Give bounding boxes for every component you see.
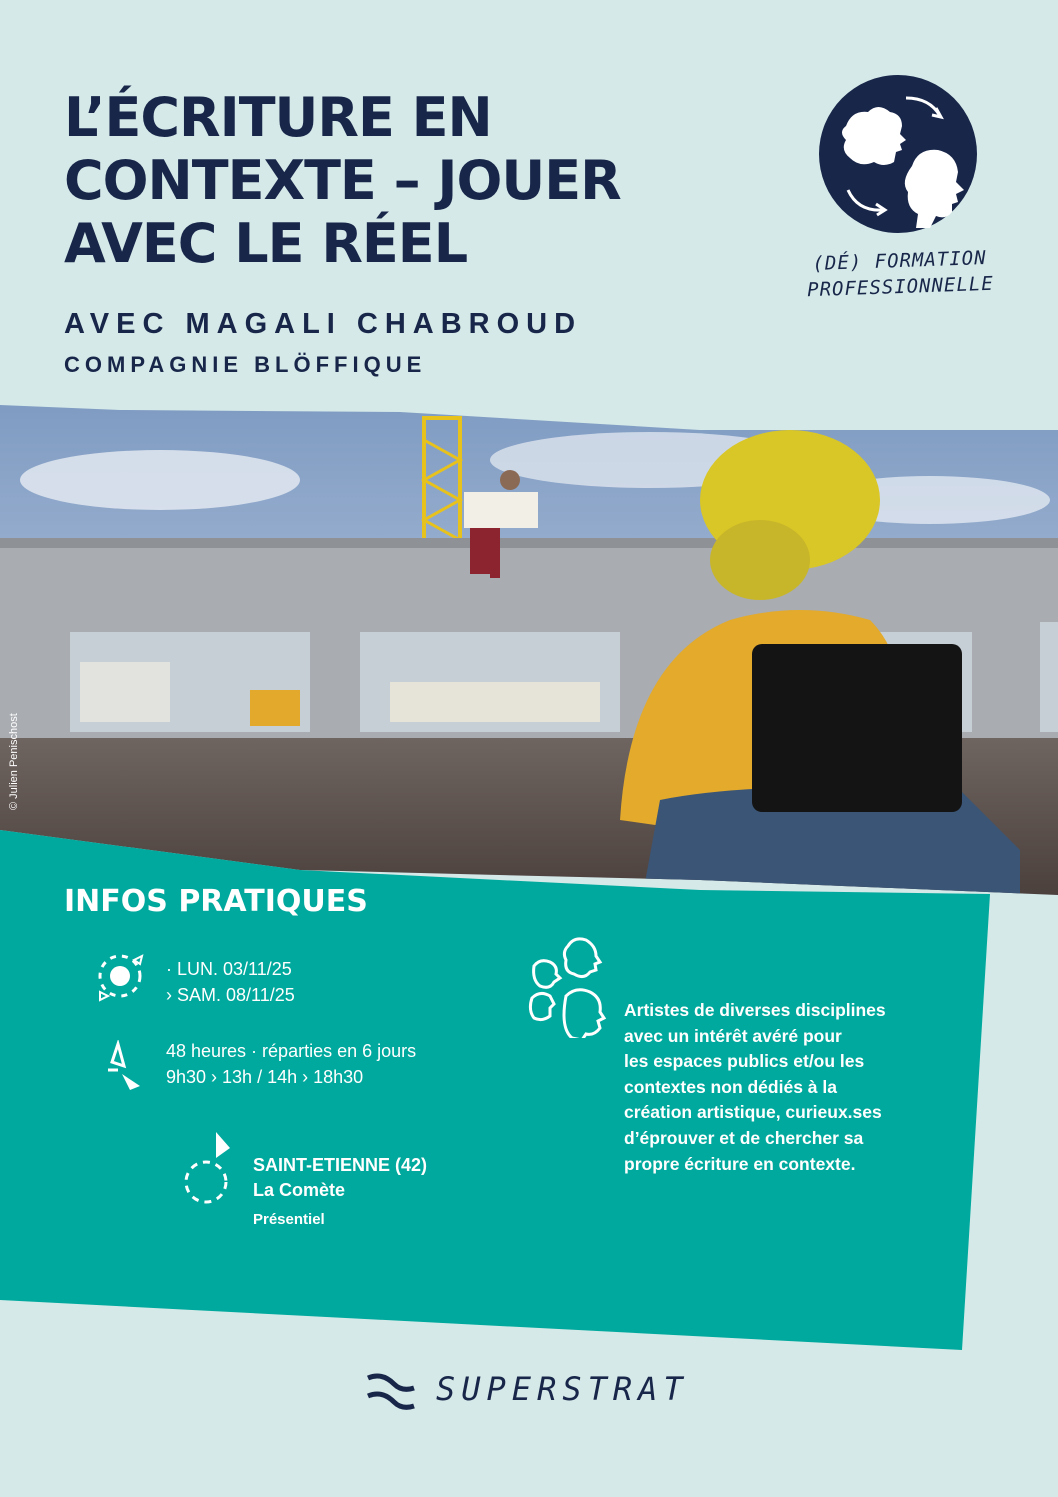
date-end: › SAM. 08/11/25	[166, 985, 295, 1005]
badge-line2: PROFESSIONNELLE	[806, 272, 995, 302]
schedule-block	[166, 1038, 416, 1090]
photo-credit: © Julien Penischost	[8, 713, 20, 810]
page-title: L’ÉCRITURE EN CONTEXTE – JOUER AVEC LE RÉEL	[64, 86, 621, 275]
sun-calendar-icon	[94, 950, 146, 1002]
duration: 48 heures · réparties en 6 jours	[166, 1041, 417, 1061]
mode: Présentiel	[253, 1211, 325, 1228]
badge-line1: (DÉ) FORMATION	[812, 246, 987, 276]
deformation-faces-icon	[818, 74, 978, 234]
clock-hands-icon	[100, 1040, 146, 1092]
location-block	[253, 1153, 427, 1232]
infos-title: INFOS PRATIQUES	[64, 884, 368, 919]
dates-block	[166, 956, 295, 1008]
city: SAINT-ETIENNE (42)	[253, 1155, 428, 1175]
superstrat-wordmark: SUPERSTRAT	[436, 1370, 689, 1408]
company-subtitle: COMPAGNIE BLÖFFIQUE	[64, 352, 427, 377]
location-pin-icon	[180, 1128, 240, 1204]
date-start: · LUN. 03/11/25	[166, 959, 292, 979]
hours: 9h30 › 13h / 14h › 18h30	[166, 1067, 364, 1087]
venue: La Comète	[253, 1180, 346, 1200]
superstrat-logo	[366, 1366, 706, 1410]
faces-group-icon	[528, 934, 608, 1038]
audience-description: Artistes de diverses disciplines avec un intérêt avéré pour les espaces publics et/ou les contextes non dédiés à la création artistique, curieux.ses d’éprouver et de chercher sa propre écriture en contexte.	[624, 1000, 886, 1174]
badge-label	[789, 244, 1011, 304]
artist-subtitle: AVEC MAGALI CHABROUD	[64, 308, 583, 340]
hero-photo	[0, 400, 1058, 900]
